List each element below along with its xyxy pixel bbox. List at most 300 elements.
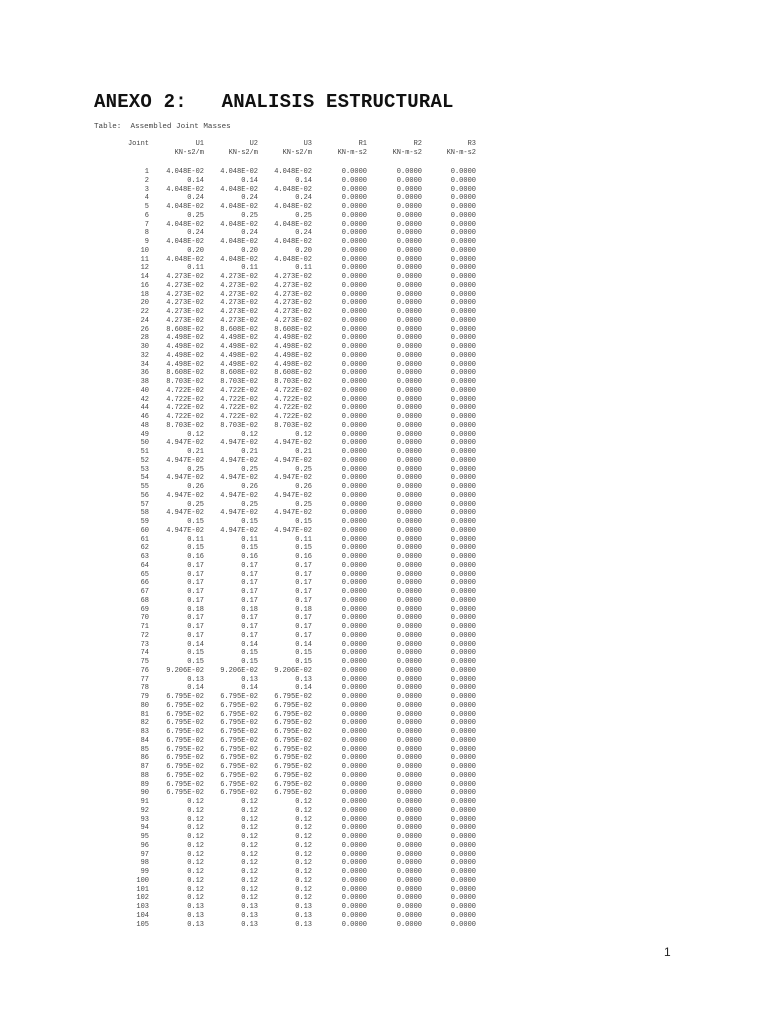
cell-r3: 0.0000 xyxy=(450,255,476,264)
cell-u2: 0.25 xyxy=(241,211,258,220)
cell-u3: 0.12 xyxy=(295,894,312,903)
cell-u1: 0.16 xyxy=(187,553,204,561)
cell-u1: 0.13 xyxy=(187,675,204,684)
cell-r1: 0.0000 xyxy=(341,456,367,465)
cell-u2: 0.15 xyxy=(241,649,258,658)
cell-u2: 6.795E-02 xyxy=(220,771,258,780)
table-row xyxy=(108,763,476,772)
cell-r3: 0.0000 xyxy=(450,614,476,623)
cell-joint: 100 xyxy=(136,876,149,885)
cell-r2: 0.0000 xyxy=(396,351,422,360)
cell-u3: 4.947E-02 xyxy=(274,491,312,500)
cell-r2: 0.0000 xyxy=(396,780,422,789)
table-row xyxy=(108,842,476,851)
unit-r2: KN-m-s2 xyxy=(392,149,422,157)
cell-u3: 0.14 xyxy=(295,684,312,693)
cell-r3: 0.0000 xyxy=(450,360,476,369)
cell-u2: 0.12 xyxy=(241,894,258,903)
cell-r3: 0.0000 xyxy=(450,561,476,570)
cell-joint: 89 xyxy=(140,780,149,789)
table-row xyxy=(108,894,476,903)
cell-r3: 0.0000 xyxy=(450,824,476,833)
cell-joint: 102 xyxy=(136,894,149,903)
cell-r1: 0.0000 xyxy=(341,911,367,920)
cell-u1: 4.947E-02 xyxy=(166,456,204,465)
cell-joint: 66 xyxy=(140,579,149,588)
cell-r1: 0.0000 xyxy=(341,894,367,903)
cell-r1: 0.0000 xyxy=(341,281,367,290)
cell-u2: 4.498E-02 xyxy=(220,343,258,351)
table-row xyxy=(108,361,476,370)
cell-joint: 38 xyxy=(140,378,149,386)
cell-u1: 4.273E-02 xyxy=(166,316,204,325)
cell-r1: 0.0000 xyxy=(341,386,367,395)
cell-u2: 0.24 xyxy=(241,229,258,238)
cell-r1: 0.0000 xyxy=(341,798,367,806)
cell-u2: 4.498E-02 xyxy=(220,351,258,360)
cell-u2: 4.048E-02 xyxy=(220,168,258,176)
cell-joint: 53 xyxy=(140,465,149,474)
cell-r1: 0.0000 xyxy=(341,710,367,719)
cell-u3: 6.795E-02 xyxy=(274,745,312,754)
cell-u3: 0.24 xyxy=(295,229,312,238)
cell-r1: 0.0000 xyxy=(341,211,367,220)
cell-r2: 0.0000 xyxy=(396,745,422,754)
cell-r1: 0.0000 xyxy=(341,824,367,833)
cell-u3: 0.12 xyxy=(295,833,312,841)
table-row xyxy=(108,728,476,737)
table-row xyxy=(108,772,476,781)
cell-r1: 0.0000 xyxy=(341,614,367,623)
cell-u1: 0.12 xyxy=(187,798,204,806)
cell-u3: 4.273E-02 xyxy=(274,308,312,316)
cell-u3: 4.498E-02 xyxy=(274,360,312,369)
cell-u1: 4.048E-02 xyxy=(166,203,204,211)
cell-joint: 42 xyxy=(140,395,149,404)
cell-joint: 3 xyxy=(144,185,149,194)
cell-r3: 0.0000 xyxy=(450,693,476,701)
cell-r1: 0.0000 xyxy=(341,308,367,316)
cell-u1: 0.12 xyxy=(187,850,204,859)
cell-u1: 8.608E-02 xyxy=(166,325,204,334)
cell-r2: 0.0000 xyxy=(396,299,422,308)
cell-r3: 0.0000 xyxy=(450,483,476,491)
cell-u2: 4.947E-02 xyxy=(220,439,258,448)
cell-r1: 0.0000 xyxy=(341,220,367,229)
cell-r2: 0.0000 xyxy=(396,631,422,640)
cell-r3: 0.0000 xyxy=(450,448,476,456)
cell-r1: 0.0000 xyxy=(341,903,367,911)
cell-joint: 11 xyxy=(140,255,149,264)
cell-u1: 8.608E-02 xyxy=(166,369,204,378)
cell-r3: 0.0000 xyxy=(450,273,476,281)
table-row xyxy=(108,194,476,203)
cell-r1: 0.0000 xyxy=(341,719,367,728)
table-row xyxy=(108,439,476,448)
cell-r2: 0.0000 xyxy=(396,378,422,386)
cell-u1: 0.14 xyxy=(187,640,204,649)
table-row xyxy=(108,746,476,755)
cell-u1: 4.498E-02 xyxy=(166,351,204,360)
cell-u3: 0.15 xyxy=(295,649,312,658)
cell-r2: 0.0000 xyxy=(396,588,422,596)
cell-u3: 9.206E-02 xyxy=(274,666,312,675)
unit-u1: KN-s2/m xyxy=(174,149,204,157)
table-row xyxy=(108,641,476,650)
cell-u1: 0.24 xyxy=(187,194,204,203)
cell-joint: 81 xyxy=(140,710,149,719)
cell-u3: 4.722E-02 xyxy=(274,386,312,395)
cell-r2: 0.0000 xyxy=(396,395,422,404)
cell-r3: 0.0000 xyxy=(450,325,476,334)
cell-u3: 8.608E-02 xyxy=(274,369,312,378)
cell-r2: 0.0000 xyxy=(396,518,422,526)
table-row xyxy=(108,833,476,842)
cell-r2: 0.0000 xyxy=(396,833,422,841)
cell-u1: 0.15 xyxy=(187,518,204,526)
table-row xyxy=(108,562,476,571)
table-row xyxy=(108,299,476,308)
cell-r1: 0.0000 xyxy=(341,509,367,518)
cell-u3: 0.15 xyxy=(295,518,312,526)
cell-r3: 0.0000 xyxy=(450,859,476,868)
cell-u1: 8.703E-02 xyxy=(166,421,204,430)
cell-r1: 0.0000 xyxy=(341,526,367,535)
table-row xyxy=(108,492,476,501)
cell-u1: 0.17 xyxy=(187,623,204,631)
cell-r3: 0.0000 xyxy=(450,220,476,229)
cell-u3: 6.795E-02 xyxy=(274,754,312,763)
cell-u3: 0.13 xyxy=(295,920,312,929)
cell-r2: 0.0000 xyxy=(396,308,422,316)
cell-r1: 0.0000 xyxy=(341,168,367,176)
cell-u3: 0.24 xyxy=(295,194,312,203)
cell-u3: 0.12 xyxy=(295,798,312,806)
cell-r1: 0.0000 xyxy=(341,649,367,658)
cell-u2: 0.18 xyxy=(241,605,258,614)
cell-joint: 67 xyxy=(140,588,149,596)
cell-u3: 6.795E-02 xyxy=(274,701,312,710)
cell-r2: 0.0000 xyxy=(396,474,422,483)
cell-r3: 0.0000 xyxy=(450,579,476,588)
cell-u3: 0.12 xyxy=(295,868,312,876)
cell-joint: 50 xyxy=(140,439,149,448)
cell-u1: 6.795E-02 xyxy=(166,780,204,789)
cell-r1: 0.0000 xyxy=(341,605,367,614)
cell-r2: 0.0000 xyxy=(396,596,422,605)
cell-r3: 0.0000 xyxy=(450,876,476,885)
cell-u1: 0.26 xyxy=(187,483,204,491)
cell-u2: 0.12 xyxy=(241,833,258,841)
cell-r2: 0.0000 xyxy=(396,850,422,859)
cell-r2: 0.0000 xyxy=(396,771,422,780)
cell-r3: 0.0000 xyxy=(450,666,476,675)
cell-joint: 78 xyxy=(140,684,149,693)
table-row xyxy=(108,623,476,632)
cell-u2: 6.795E-02 xyxy=(220,763,258,771)
cell-r1: 0.0000 xyxy=(341,395,367,404)
cell-u1: 6.795E-02 xyxy=(166,763,204,771)
cell-r2: 0.0000 xyxy=(396,824,422,833)
cell-r2: 0.0000 xyxy=(396,684,422,693)
table-row xyxy=(108,282,476,291)
cell-u3: 4.273E-02 xyxy=(274,299,312,308)
table-row xyxy=(108,291,476,300)
cell-u3: 8.703E-02 xyxy=(274,421,312,430)
cell-u1: 0.17 xyxy=(187,570,204,579)
cell-u2: 6.795E-02 xyxy=(220,710,258,719)
table-row xyxy=(108,667,476,676)
cell-joint: 90 xyxy=(140,789,149,798)
cell-u1: 0.17 xyxy=(187,631,204,640)
cell-r3: 0.0000 xyxy=(450,885,476,894)
table-row xyxy=(108,308,476,317)
cell-u1: 4.048E-02 xyxy=(166,220,204,229)
cell-r2: 0.0000 xyxy=(396,255,422,264)
cell-r3: 0.0000 xyxy=(450,640,476,649)
table-row xyxy=(108,369,476,378)
cell-u2: 6.795E-02 xyxy=(220,780,258,789)
table-row xyxy=(108,343,476,352)
cell-u1: 0.12 xyxy=(187,833,204,841)
cell-r1: 0.0000 xyxy=(341,658,367,666)
table-row xyxy=(108,553,476,562)
cell-r1: 0.0000 xyxy=(341,579,367,588)
cell-r1: 0.0000 xyxy=(341,491,367,500)
cell-u2: 6.795E-02 xyxy=(220,728,258,736)
cell-u3: 0.12 xyxy=(295,841,312,850)
cell-u2: 4.947E-02 xyxy=(220,526,258,535)
cell-r3: 0.0000 xyxy=(450,894,476,903)
cell-r1: 0.0000 xyxy=(341,246,367,255)
cell-u2: 4.048E-02 xyxy=(220,185,258,194)
cell-u3: 6.795E-02 xyxy=(274,693,312,701)
cell-u3: 0.13 xyxy=(295,903,312,911)
cell-u3: 4.048E-02 xyxy=(274,238,312,246)
cell-u1: 0.24 xyxy=(187,229,204,238)
cell-u3: 4.722E-02 xyxy=(274,395,312,404)
cell-r3: 0.0000 xyxy=(450,474,476,483)
cell-r1: 0.0000 xyxy=(341,850,367,859)
cell-r3: 0.0000 xyxy=(450,229,476,238)
cell-r2: 0.0000 xyxy=(396,710,422,719)
table-row xyxy=(108,649,476,658)
cell-u2: 0.15 xyxy=(241,518,258,526)
cell-r2: 0.0000 xyxy=(396,894,422,903)
column-header-r3: R3 xyxy=(467,140,476,148)
table-row xyxy=(108,352,476,361)
table-row xyxy=(108,781,476,790)
cell-joint: 8 xyxy=(144,229,149,238)
cell-u3: 0.12 xyxy=(295,824,312,833)
cell-r3: 0.0000 xyxy=(450,168,476,176)
cell-r2: 0.0000 xyxy=(396,483,422,491)
cell-joint: 104 xyxy=(136,911,149,920)
cell-joint: 61 xyxy=(140,535,149,544)
column-header-r1: R1 xyxy=(358,140,367,148)
cell-u3: 0.17 xyxy=(295,596,312,605)
cell-u2: 0.13 xyxy=(241,911,258,920)
cell-r1: 0.0000 xyxy=(341,299,367,308)
table-row xyxy=(108,851,476,860)
cell-r2: 0.0000 xyxy=(396,334,422,343)
cell-u1: 0.11 xyxy=(187,535,204,544)
cell-joint: 83 xyxy=(140,728,149,736)
cell-u1: 4.722E-02 xyxy=(166,386,204,395)
cell-u3: 0.17 xyxy=(295,588,312,596)
cell-u3: 0.21 xyxy=(295,448,312,456)
cell-u2: 4.722E-02 xyxy=(220,413,258,421)
cell-r2: 0.0000 xyxy=(396,194,422,203)
cell-r1: 0.0000 xyxy=(341,316,367,325)
cell-u1: 6.795E-02 xyxy=(166,736,204,745)
table-row xyxy=(108,457,476,466)
cell-r2: 0.0000 xyxy=(396,203,422,211)
cell-u1: 6.795E-02 xyxy=(166,771,204,780)
cell-r3: 0.0000 xyxy=(450,675,476,684)
cell-u2: 0.13 xyxy=(241,903,258,911)
table-row xyxy=(108,737,476,746)
cell-u3: 8.703E-02 xyxy=(274,378,312,386)
cell-u1: 0.12 xyxy=(187,841,204,850)
cell-u2: 0.12 xyxy=(241,876,258,885)
cell-u3: 0.12 xyxy=(295,815,312,824)
cell-u2: 0.13 xyxy=(241,675,258,684)
cell-u1: 0.15 xyxy=(187,544,204,553)
cell-u2: 4.048E-02 xyxy=(220,255,258,264)
cell-r1: 0.0000 xyxy=(341,815,367,824)
cell-joint: 84 xyxy=(140,736,149,745)
cell-u1: 4.048E-02 xyxy=(166,255,204,264)
unit-u2: KN-s2/m xyxy=(228,149,258,157)
cell-r2: 0.0000 xyxy=(396,343,422,351)
cell-r2: 0.0000 xyxy=(396,220,422,229)
cell-r2: 0.0000 xyxy=(396,456,422,465)
table-row xyxy=(108,474,476,483)
cell-r1: 0.0000 xyxy=(341,194,367,203)
cell-u1: 0.18 xyxy=(187,605,204,614)
cell-r2: 0.0000 xyxy=(396,421,422,430)
cell-joint: 62 xyxy=(140,544,149,553)
cell-joint: 10 xyxy=(140,246,149,255)
cell-r3: 0.0000 xyxy=(450,544,476,553)
cell-r2: 0.0000 xyxy=(396,649,422,658)
cell-u3: 0.14 xyxy=(295,176,312,185)
cell-r3: 0.0000 xyxy=(450,771,476,780)
cell-r3: 0.0000 xyxy=(450,868,476,876)
cell-u2: 8.703E-02 xyxy=(220,378,258,386)
cell-r3: 0.0000 xyxy=(450,754,476,763)
table-caption: Table: Assembled Joint Masses xyxy=(94,123,231,131)
cell-u1: 0.12 xyxy=(187,868,204,876)
cell-r2: 0.0000 xyxy=(396,903,422,911)
cell-r2: 0.0000 xyxy=(396,185,422,194)
cell-r1: 0.0000 xyxy=(341,763,367,771)
table-row xyxy=(108,422,476,431)
cell-r2: 0.0000 xyxy=(396,229,422,238)
cell-joint: 60 xyxy=(140,526,149,535)
cell-joint: 36 xyxy=(140,369,149,378)
cell-r3: 0.0000 xyxy=(450,176,476,185)
cell-u2: 6.795E-02 xyxy=(220,745,258,754)
cell-joint: 1 xyxy=(144,168,149,176)
cell-r3: 0.0000 xyxy=(450,570,476,579)
cell-u1: 6.795E-02 xyxy=(166,719,204,728)
table-row xyxy=(108,378,476,387)
cell-r3: 0.0000 xyxy=(450,911,476,920)
cell-joint: 2 xyxy=(144,176,149,185)
cell-r3: 0.0000 xyxy=(450,290,476,299)
cell-joint: 26 xyxy=(140,325,149,334)
cell-u2: 0.14 xyxy=(241,640,258,649)
cell-u1: 0.12 xyxy=(187,885,204,894)
cell-r2: 0.0000 xyxy=(396,500,422,509)
cell-joint: 12 xyxy=(140,264,149,273)
cell-r2: 0.0000 xyxy=(396,789,422,798)
header-row-units xyxy=(108,149,476,158)
header-row-columns xyxy=(108,140,476,149)
cell-u3: 0.13 xyxy=(295,675,312,684)
cell-r3: 0.0000 xyxy=(450,518,476,526)
cell-u3: 4.947E-02 xyxy=(274,456,312,465)
cell-u3: 0.20 xyxy=(295,246,312,255)
cell-r3: 0.0000 xyxy=(450,780,476,789)
cell-u1: 0.25 xyxy=(187,211,204,220)
cell-joint: 57 xyxy=(140,500,149,509)
cell-u1: 0.17 xyxy=(187,588,204,596)
cell-u2: 8.608E-02 xyxy=(220,325,258,334)
cell-u2: 4.498E-02 xyxy=(220,360,258,369)
cell-u3: 4.947E-02 xyxy=(274,509,312,518)
cell-joint: 55 xyxy=(140,483,149,491)
cell-r1: 0.0000 xyxy=(341,439,367,448)
cell-u3: 4.498E-02 xyxy=(274,343,312,351)
cell-u1: 6.795E-02 xyxy=(166,789,204,798)
cell-u2: 6.795E-02 xyxy=(220,701,258,710)
cell-u2: 4.947E-02 xyxy=(220,474,258,483)
cell-u1: 6.795E-02 xyxy=(166,728,204,736)
table-row xyxy=(108,264,476,273)
cell-joint: 87 xyxy=(140,763,149,771)
cell-u3: 0.26 xyxy=(295,483,312,491)
cell-u3: 6.795E-02 xyxy=(274,736,312,745)
table-row xyxy=(108,273,476,282)
cell-r3: 0.0000 xyxy=(450,833,476,841)
table-row xyxy=(108,177,476,186)
cell-joint: 96 xyxy=(140,841,149,850)
cell-joint: 49 xyxy=(140,430,149,439)
table-row xyxy=(108,868,476,877)
cell-u1: 0.12 xyxy=(187,815,204,824)
cell-r1: 0.0000 xyxy=(341,570,367,579)
cell-u2: 0.14 xyxy=(241,684,258,693)
cell-joint: 93 xyxy=(140,815,149,824)
table-row xyxy=(108,719,476,728)
cell-r3: 0.0000 xyxy=(450,806,476,815)
cell-r1: 0.0000 xyxy=(341,754,367,763)
table-row xyxy=(108,903,476,912)
cell-u3: 4.498E-02 xyxy=(274,334,312,343)
cell-u2: 0.14 xyxy=(241,176,258,185)
cell-r1: 0.0000 xyxy=(341,369,367,378)
table-row xyxy=(108,518,476,527)
cell-joint: 44 xyxy=(140,404,149,413)
cell-u1: 0.13 xyxy=(187,911,204,920)
table-row xyxy=(108,334,476,343)
cell-u2: 8.703E-02 xyxy=(220,421,258,430)
cell-u1: 0.17 xyxy=(187,614,204,623)
cell-u3: 0.15 xyxy=(295,544,312,553)
